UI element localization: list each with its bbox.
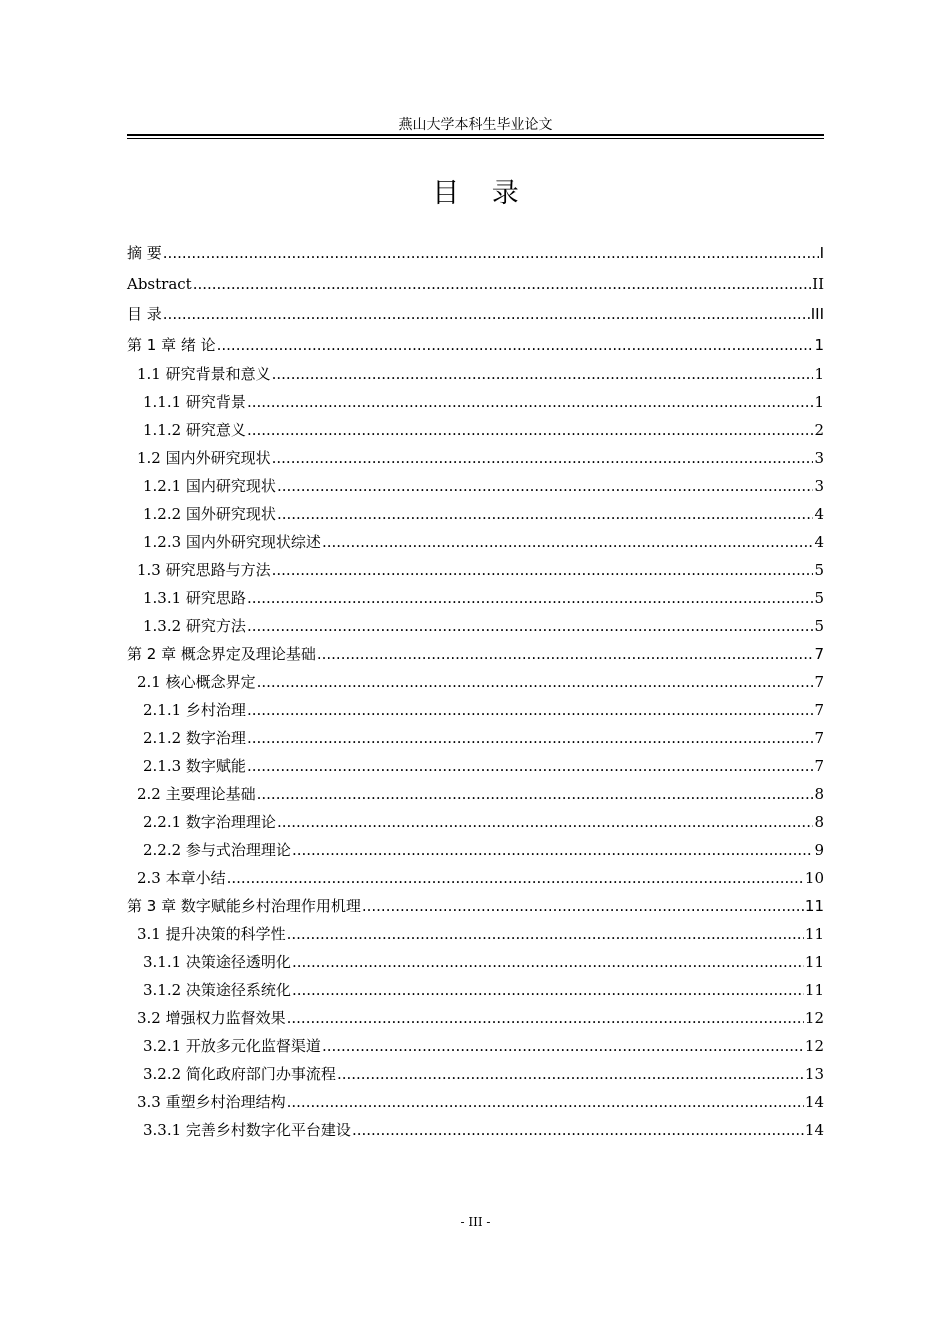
toc-entry-page: 10	[804, 869, 824, 887]
toc-dot-leader	[292, 948, 804, 976]
toc-entry-3-2[interactable]	[127, 1004, 824, 1032]
toc-entry-chapter-2[interactable]	[127, 640, 824, 668]
toc-entry-page: 1	[814, 365, 824, 383]
toc-entry-2-1-3[interactable]	[127, 752, 824, 780]
toc-entry-label: 2.2.2 参与式治理理论	[143, 841, 291, 859]
toc-entry-page: 11	[804, 925, 824, 943]
toc-entry-page: 3	[814, 477, 824, 495]
toc-entry-page: 4	[814, 533, 824, 551]
toc-entry-2-1-2[interactable]	[127, 724, 824, 752]
toc-entry-label: 3.3.1 完善乡村数字化平台建设	[143, 1121, 351, 1139]
toc-dot-leader	[247, 724, 814, 752]
toc-dot-leader	[272, 556, 814, 584]
toc-entry-page: 4	[814, 505, 824, 523]
toc-entry-2-1[interactable]	[127, 668, 824, 696]
toc-entry-1-2[interactable]	[127, 444, 824, 472]
toc-dot-leader	[287, 920, 804, 948]
toc-entry-3-1[interactable]	[127, 920, 824, 948]
toc-entry-page: 8	[814, 813, 824, 831]
toc-entry-label: 3.1.2 决策途径系统化	[143, 981, 291, 999]
toc-entry-page: 14	[804, 1121, 824, 1139]
toc-entry-page: II	[812, 274, 824, 293]
header-rule-thin	[127, 138, 824, 139]
toc-title: 目 录	[432, 178, 531, 209]
toc-entry-label: 2.3 本章小结	[137, 869, 226, 887]
toc-entry-label: 1.2 国内外研究现状	[137, 449, 271, 467]
toc-entry-label: 第 1 章 绪 论	[127, 335, 216, 354]
toc-dot-leader	[322, 528, 814, 556]
toc-entry-page: 11	[804, 953, 824, 971]
toc-dot-leader	[257, 668, 814, 696]
toc-entry-page: 9	[814, 841, 824, 859]
toc-entry-chapter-1[interactable]	[127, 330, 824, 361]
toc-entry-page: 11	[804, 981, 824, 999]
toc-entry-label: 1.1.1 研究背景	[143, 393, 246, 411]
header-rule-thick	[127, 134, 824, 136]
toc-entry-label: 1.1.2 研究意义	[143, 421, 246, 439]
toc-entry-1-2-3[interactable]	[127, 528, 824, 556]
toc-dot-leader	[163, 238, 819, 269]
toc-entry-1-1[interactable]	[127, 360, 824, 388]
toc-entry-page: 2	[814, 421, 824, 439]
toc-entry-abstract-cn[interactable]	[127, 238, 824, 269]
toc-dot-leader	[277, 808, 814, 836]
table-of-contents	[127, 238, 824, 1144]
toc-entry-chapter-3[interactable]	[127, 892, 824, 920]
toc-dot-leader	[163, 299, 810, 330]
toc-entry-label: 2.2.1 数字治理理论	[143, 813, 276, 831]
toc-entry-label: 目 录	[127, 305, 162, 323]
toc-entry-1-3-1[interactable]	[127, 584, 824, 612]
toc-dot-leader	[292, 836, 814, 864]
toc-entry-label: 摘 要	[127, 244, 162, 262]
toc-entry-3-1-2[interactable]	[127, 976, 824, 1004]
toc-entry-label: 1.2.3 国内外研究现状综述	[143, 533, 321, 551]
toc-dot-leader	[317, 640, 814, 668]
toc-dot-leader	[247, 696, 814, 724]
toc-dot-leader	[337, 1060, 804, 1088]
toc-entry-2-1-1[interactable]	[127, 696, 824, 724]
toc-entry-page: 3	[814, 449, 824, 467]
toc-entry-label: 1.3 研究思路与方法	[137, 561, 271, 579]
toc-dot-leader	[287, 1004, 804, 1032]
toc-entry-page: 14	[804, 1093, 824, 1111]
toc-entry-label: 第 3 章 数字赋能乡村治理作用机理	[127, 897, 361, 915]
toc-entry-3-2-2[interactable]	[127, 1060, 824, 1088]
toc-entry-page: 7	[814, 673, 824, 691]
toc-entry-2-3[interactable]	[127, 864, 824, 892]
toc-entry-page: I	[819, 244, 824, 262]
toc-dot-leader	[227, 864, 804, 892]
toc-entry-label: 2.1.1 乡村治理	[143, 701, 246, 719]
toc-entry-page: 5	[814, 589, 824, 607]
toc-entry-2-2-1[interactable]	[127, 808, 824, 836]
toc-entry-1-1-1[interactable]	[127, 388, 824, 416]
toc-dot-leader	[352, 1116, 804, 1144]
toc-entry-1-1-2[interactable]	[127, 416, 824, 444]
toc-entry-label: 3.2 增强权力监督效果	[137, 1009, 286, 1027]
toc-entry-label: 1.2.2 国外研究现状	[143, 505, 276, 523]
toc-dot-leader	[247, 612, 814, 640]
toc-entry-label: 3.1 提升决策的科学性	[137, 925, 286, 943]
toc-entry-page: 12	[804, 1037, 824, 1055]
toc-entry-label: 3.2.1 开放多元化监督渠道	[143, 1037, 321, 1055]
toc-entry-abstract-en[interactable]	[127, 269, 824, 300]
toc-entry-page: 1	[814, 393, 824, 411]
toc-entry-label: 2.2 主要理论基础	[137, 785, 256, 803]
toc-entry-label: 3.2.2 简化政府部门办事流程	[143, 1065, 336, 1083]
toc-entry-label: 1.3.1 研究思路	[143, 589, 246, 607]
toc-entry-label: Abstract	[127, 274, 192, 293]
toc-entry-label: 1.2.1 国内研究现状	[143, 477, 276, 495]
toc-dot-leader	[277, 500, 814, 528]
toc-entry-label: 1.1 研究背景和意义	[137, 365, 271, 383]
toc-entry-2-2[interactable]	[127, 780, 824, 808]
toc-dot-leader	[247, 416, 814, 444]
toc-entry-label: 第 2 章 概念界定及理论基础	[127, 645, 316, 663]
toc-entry-page: 13	[804, 1065, 824, 1083]
toc-dot-leader	[257, 780, 814, 808]
toc-dot-leader	[272, 444, 814, 472]
toc-entry-label: 3.3 重塑乡村治理结构	[137, 1093, 286, 1111]
toc-entry-1-3[interactable]	[127, 556, 824, 584]
toc-entry-page: 8	[814, 785, 824, 803]
toc-entry-page: 1	[814, 335, 824, 354]
toc-dot-leader	[217, 330, 814, 361]
running-header: 燕山大学本科生毕业论文	[398, 117, 553, 133]
toc-entry-3-3[interactable]	[127, 1088, 824, 1116]
page-number: - III -	[460, 1215, 491, 1229]
toc-entry-label: 2.1.2 数字治理	[143, 729, 246, 747]
toc-entry-1-2-2[interactable]	[127, 500, 824, 528]
toc-entry-page: 7	[814, 645, 824, 663]
toc-entry-3-3-1[interactable]	[127, 1116, 824, 1144]
toc-entry-contents[interactable]	[127, 299, 824, 330]
toc-dot-leader	[292, 976, 804, 1004]
toc-dot-leader	[247, 584, 814, 612]
toc-dot-leader	[247, 388, 814, 416]
toc-entry-2-2-2[interactable]	[127, 836, 824, 864]
toc-entry-page: 11	[804, 897, 824, 915]
toc-dot-leader	[277, 472, 814, 500]
toc-dot-leader	[193, 269, 811, 300]
toc-entry-1-2-1[interactable]	[127, 472, 824, 500]
toc-entry-page: 7	[814, 757, 824, 775]
toc-dot-leader	[272, 360, 814, 388]
toc-entry-page: 5	[814, 617, 824, 635]
toc-dot-leader	[287, 1088, 804, 1116]
toc-entry-page: 12	[804, 1009, 824, 1027]
toc-entry-1-3-2[interactable]	[127, 612, 824, 640]
toc-entry-label: 2.1 核心概念界定	[137, 673, 256, 691]
toc-entry-page: III	[810, 305, 824, 323]
header-double-rule	[127, 134, 824, 140]
toc-entry-3-1-1[interactable]	[127, 948, 824, 976]
toc-entry-label: 3.1.1 决策途径透明化	[143, 953, 291, 971]
toc-entry-3-2-1[interactable]	[127, 1032, 824, 1060]
toc-entry-label: 2.1.3 数字赋能	[143, 757, 246, 775]
toc-dot-leader	[322, 1032, 804, 1060]
toc-entry-label: 1.3.2 研究方法	[143, 617, 246, 635]
toc-entry-page: 5	[814, 561, 824, 579]
toc-entry-page: 7	[814, 729, 824, 747]
toc-dot-leader	[362, 892, 804, 920]
toc-entry-page: 7	[814, 701, 824, 719]
toc-dot-leader	[247, 752, 814, 780]
